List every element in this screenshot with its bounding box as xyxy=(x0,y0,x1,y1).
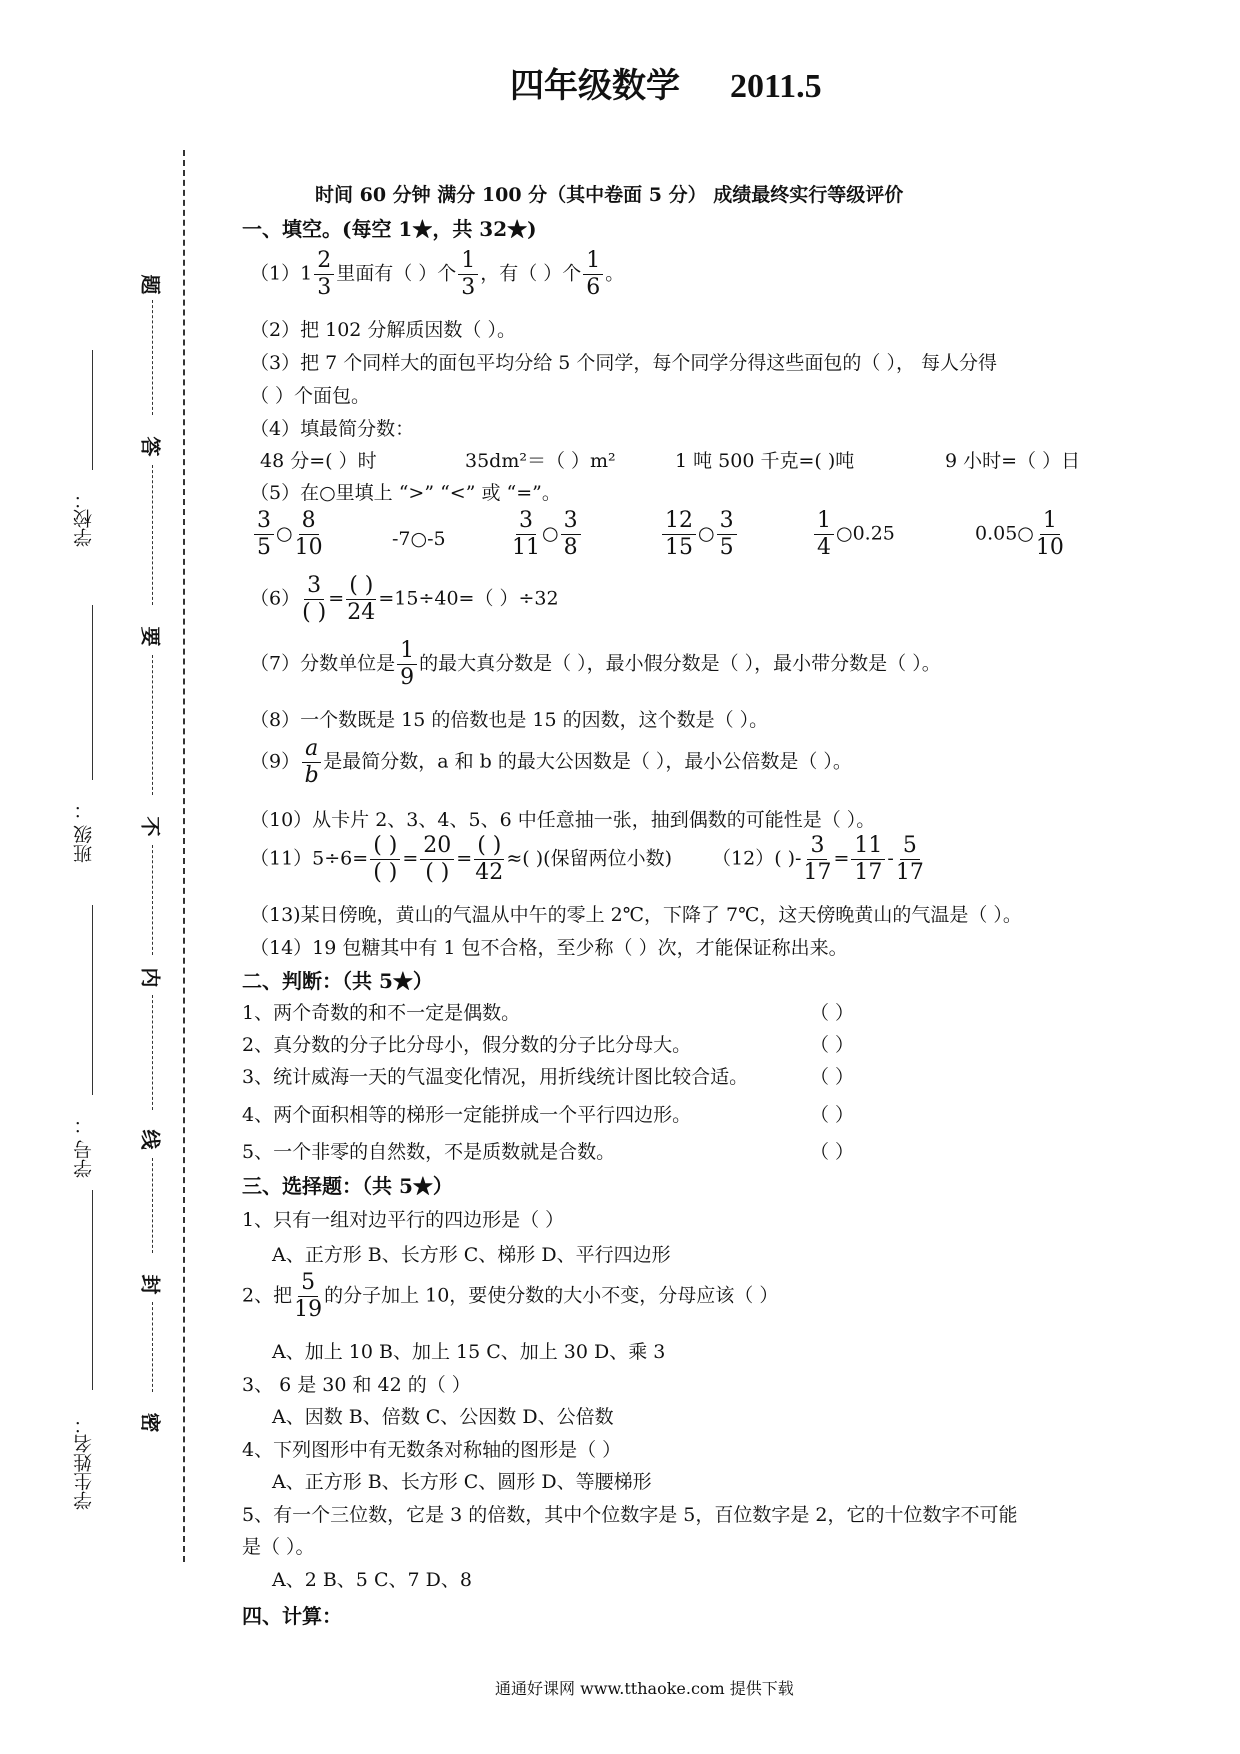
choice-1: 1、只有一组对边平行的四边形是（ ） xyxy=(242,1209,565,1231)
judge-item-2: 2、真分数的分子比分母小，假分数的分子比分母大。 xyxy=(242,1034,692,1056)
seal-dash xyxy=(152,845,153,955)
page-title: 四年级数学 2011.5 xyxy=(510,68,822,105)
judge-bracket-5: （ ） xyxy=(810,1141,855,1163)
seal-dash xyxy=(152,995,153,1110)
q5-item-1: $\frac{3}{5}$ ○ $\frac{8}{10}$ xyxy=(252,510,325,559)
question-11-12: （11）5÷6= $\frac{( )}{( )}$ = $\frac{20}{( )}$ = $\frac{( )}{42}$ ≈( )(保留两位小数) （12）( )- $\frac{3}{17}$ = $\frac{11}{17}$ - $\frac{5}{17}$ xyxy=(250,833,924,885)
choice-5-line1: 5、有一个三位数，它是 3 的倍数，其中个位数字是 5，百位数字是 2，它的十位数字不可能 xyxy=(242,1504,1018,1526)
choice-2: 2、把 $\frac{5}{19}$ 的分子加上 10，要使分数的大小不变，分母应该（ ） xyxy=(242,1270,779,1322)
choice-4-options: A、正方形 B、长方形 C、圆形 D、等腰梯形 xyxy=(272,1471,652,1493)
question-3-line2: （ ）个面包。 xyxy=(250,385,371,407)
section3-heading: 三、选择题：（共 5★） xyxy=(242,1174,453,1198)
question-4-c: 1 吨 500 千克=( )吨 xyxy=(675,450,855,472)
section4-heading: 四、计算： xyxy=(242,1604,342,1628)
seal-char: 线 xyxy=(138,1129,163,1150)
question-4-a: 48 分=( ）时 xyxy=(260,450,377,472)
binding-dashed-line xyxy=(183,150,185,1562)
seal-char: 题 xyxy=(138,274,163,295)
student-name-label: 学生姓名： xyxy=(73,1415,95,1510)
student-number-line xyxy=(92,905,93,1095)
seal-char: 要 xyxy=(138,626,163,647)
judge-bracket-3: （ ） xyxy=(810,1066,855,1088)
question-14: （14）19 包糖其中有 1 包不合格，至少称（ ）次，才能保证称出来。 xyxy=(250,937,848,959)
section1-heading: 一、填空。(每空 1★，共 32★) xyxy=(242,217,537,241)
judge-bracket-4: （ ） xyxy=(810,1104,855,1126)
school-label: 学校： xyxy=(73,490,95,547)
student-number-label: 学号 ： xyxy=(73,1115,95,1179)
section2-heading: 二、判断：（共 5★） xyxy=(242,969,433,993)
seal-dash xyxy=(152,465,153,605)
footer-source: 通通好课网 www.tthaoke.com 提供下载 xyxy=(495,1679,794,1698)
choice-1-options: A、正方形 B、长方形 C、梯形 D、平行四边形 xyxy=(272,1244,671,1266)
question-3-line1: （3）把 7 个同样大的面包平均分给 5 个同学，每个同学分得这些面包的（ ）， 每人分得 xyxy=(250,352,998,374)
judge-item-1: 1、两个奇数的和不一定是偶数。 xyxy=(242,1002,521,1024)
choice-4: 4、下列图形中有无数条对称轴的图形是（ ） xyxy=(242,1439,622,1461)
school-line xyxy=(92,350,93,470)
student-name-line xyxy=(92,1190,93,1390)
question-8: （8）一个数既是 15 的倍数也是 15 的因数，这个数是（ ）。 xyxy=(250,709,769,731)
judge-bracket-2: （ ） xyxy=(810,1034,855,1056)
question-7: （7）分数单位是 $\frac{1}{9}$ 的最大真分数是（ ），最小假分数是（ ），最小带分数是（ ）。 xyxy=(250,638,941,690)
question-2: （2）把 102 分解质因数（ ）。 xyxy=(250,319,516,341)
q5-item-2: -7○-5 xyxy=(392,528,446,550)
question-10: （10）从卡片 2、3、4、5、6 中任意抽一张，抽到偶数的可能性是（ ）。 xyxy=(250,809,876,831)
seal-char: 答 xyxy=(138,436,163,457)
exam-info: 时间 60 分钟 满分 100 分（其中卷面 5 分） 成绩最终实行等级评价 xyxy=(315,184,904,206)
q5-item-5: $\frac{1}{4}$ ○0.25 xyxy=(812,510,895,559)
seal-char: 密 xyxy=(138,1412,163,1433)
question-13: （13)某日傍晚，黄山的气温从中午的零上 2℃，下降了 7℃，这天傍晚黄山的气温是（ ）。 xyxy=(250,904,1022,926)
question-9: （9） $\frac{a}{b}$ 是最简分数，a 和 b 的最大公因数是（ ），最小公倍数是（ ）。 xyxy=(250,736,852,788)
question-4-b: 35dm²＝（ ）m² xyxy=(465,450,616,472)
seal-char: 封 xyxy=(138,1274,163,1295)
class-line xyxy=(92,605,93,780)
choice-2-options: A、加上 10 B、加上 15 C、加上 30 D、乘 3 xyxy=(272,1341,666,1363)
seal-dash xyxy=(152,300,153,415)
question-6: （6） $\frac{3}{( )}$ = $\frac{( )}{24}$ =15÷40=（ ）÷32 xyxy=(250,573,559,625)
question-4-d: 9 小时=（ ）日 xyxy=(945,450,1081,472)
question-4: （4）填最简分数： xyxy=(250,418,415,440)
question-1: （1）1 $\frac{2}{3}$ 里面有（ ）个 $\frac{1}{3}$ ，有（ ）个 $\frac{1}{6}$ 。 xyxy=(250,248,625,300)
q5-item-3: $\frac{3}{11}$ ○ $\frac{3}{8}$ xyxy=(510,510,583,559)
choice-3-options: A、因数 B、倍数 C、公因数 D、公倍数 xyxy=(272,1406,614,1428)
seal-char: 内 xyxy=(138,967,163,988)
q5-item-6: 0.05○ $\frac{1}{10}$ xyxy=(975,508,1064,560)
choice-5-options: A、2 B、5 C、7 D、8 xyxy=(272,1569,472,1591)
seal-dash xyxy=(152,1158,153,1253)
judge-bracket-1: （ ） xyxy=(810,1002,855,1024)
seal-dash xyxy=(152,1302,153,1392)
seal-dash xyxy=(152,655,153,795)
seal-char: 不 xyxy=(138,816,163,837)
class-label: 班级 ： xyxy=(73,800,95,864)
choice-5-line2: 是（ ）。 xyxy=(242,1536,315,1558)
choice-3: 3、 6 是 30 和 42 的（ ） xyxy=(242,1374,471,1396)
judge-item-3: 3、统计威海一天的气温变化情况，用折线统计图比较合适。 xyxy=(242,1066,749,1088)
judge-item-5: 5、一个非零的自然数，不是质数就是合数。 xyxy=(242,1141,616,1163)
question-5: （5）在○里填上 “>” “<” 或 “=”。 xyxy=(250,482,561,504)
q5-item-4: $\frac{12}{15}$ ○ $\frac{3}{5}$ xyxy=(660,510,739,559)
judge-item-4: 4、两个面积相等的梯形一定能拼成一个平行四边形。 xyxy=(242,1104,692,1126)
